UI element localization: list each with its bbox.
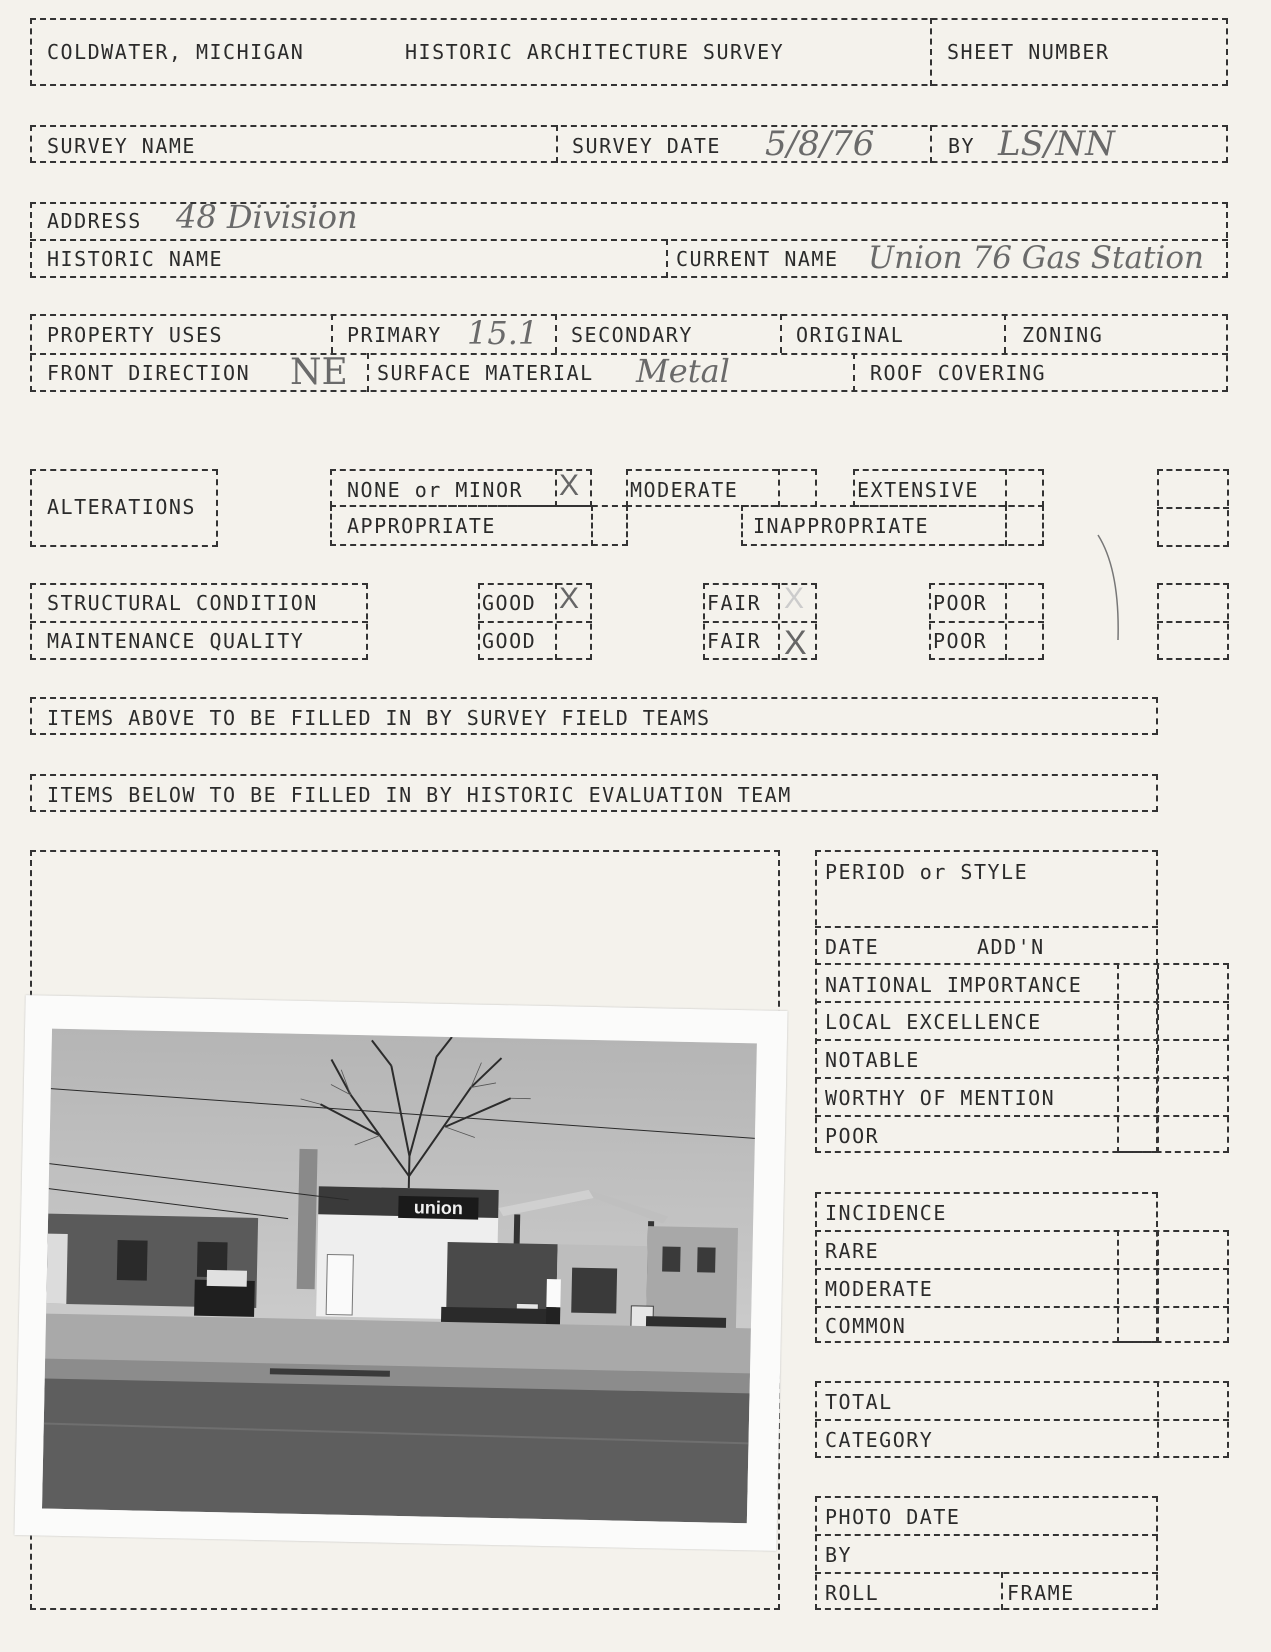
front-direction-value: NE [290, 352, 348, 393]
none-minor-mark: X [559, 469, 580, 502]
items-below-note: ITEMS BELOW TO BE FILLED IN BY HISTORIC EVALUATION TEAM [47, 783, 792, 807]
photo-date-label: PHOTO DATE [825, 1505, 961, 1529]
inappropriate-label: INAPPROPRIATE [753, 514, 930, 538]
primary-label: PRIMARY [347, 323, 442, 347]
structural-condition-label: STRUCTURAL CONDITION [47, 591, 318, 615]
photo-by-label: BY [825, 1543, 853, 1567]
rating-notable: NOTABLE [825, 1048, 920, 1072]
secondary-label: SECONDARY [571, 323, 693, 347]
pencil-stroke [1090, 530, 1130, 650]
zoning-label: ZONING [1022, 323, 1104, 347]
extensive-label: EXTENSIVE [857, 478, 979, 502]
roof-covering-label: ROOF COVERING [870, 361, 1047, 385]
moderate-label: MODERATE [630, 478, 739, 502]
roll-label: ROLL [825, 1581, 880, 1605]
address-value: 48 Division [176, 198, 358, 236]
current-name-label: CURRENT NAME [676, 247, 839, 271]
date-label: DATE [825, 935, 880, 959]
by-label: BY [948, 134, 976, 158]
fair-label-2: FAIR [707, 629, 762, 653]
poor-label-2: POOR [933, 629, 988, 653]
sheet-number-label: SHEET NUMBER [947, 40, 1110, 64]
address-label: ADDRESS [47, 209, 142, 233]
current-name-value: Union 76 Gas Station [868, 240, 1204, 276]
survey-date-value: 5/8/76 [765, 124, 875, 164]
city-label: COLDWATER, MICHIGAN [47, 40, 305, 64]
union-sign: union [413, 1197, 464, 1219]
alterations-label: ALTERATIONS [47, 495, 196, 519]
appropriate-label: APPROPRIATE [347, 514, 496, 538]
none-minor-label: NONE or MINOR [347, 478, 524, 502]
structural-fair-mark: X [784, 582, 805, 615]
addn-label: ADD'N [977, 935, 1045, 959]
category-label: CATEGORY [825, 1428, 934, 1452]
incidence-label: INCIDENCE [825, 1201, 947, 1225]
historic-name-label: HISTORIC NAME [47, 247, 224, 271]
gas-station-photo [42, 1029, 757, 1524]
rating-poor: POOR [825, 1124, 880, 1148]
total-label: TOTAL [825, 1390, 893, 1414]
survey-title: HISTORIC ARCHITECTURE SURVEY [405, 40, 785, 64]
survey-name-label: SURVEY NAME [47, 134, 196, 158]
maintenance-fair-mark: X [784, 624, 807, 662]
good-label-1: GOOD [482, 591, 537, 615]
rating-national: NATIONAL IMPORTANCE [825, 973, 1083, 997]
survey-date-label: SURVEY DATE [572, 134, 721, 158]
property-uses-label: PROPERTY USES [47, 323, 224, 347]
structural-good-mark: X [559, 582, 580, 615]
fair-label-1: FAIR [707, 591, 762, 615]
original-label: ORIGINAL [796, 323, 905, 347]
poor-label-1: POOR [933, 591, 988, 615]
front-direction-label: FRONT DIRECTION [47, 361, 251, 385]
by-value: LS/NN [998, 124, 1115, 164]
maintenance-quality-label: MAINTENANCE QUALITY [47, 629, 305, 653]
period-style-label: PERIOD or STYLE [825, 860, 1029, 884]
primary-value: 15.1 [467, 314, 539, 352]
good-label-2: GOOD [482, 629, 537, 653]
rating-local: LOCAL EXCELLENCE [825, 1010, 1042, 1034]
surface-material-label: SURFACE MATERIAL [377, 361, 594, 385]
frame-label: FRAME [1007, 1581, 1075, 1605]
surface-material-value: Metal [636, 352, 730, 390]
items-above-note: ITEMS ABOVE TO BE FILLED IN BY SURVEY FIELD TEAMS [47, 706, 711, 730]
incidence-moderate: MODERATE [825, 1277, 934, 1301]
incidence-rare: RARE [825, 1239, 880, 1263]
photograph [14, 995, 787, 1551]
rating-worthy: WORTHY OF MENTION [825, 1086, 1056, 1110]
incidence-common: COMMON [825, 1314, 907, 1338]
